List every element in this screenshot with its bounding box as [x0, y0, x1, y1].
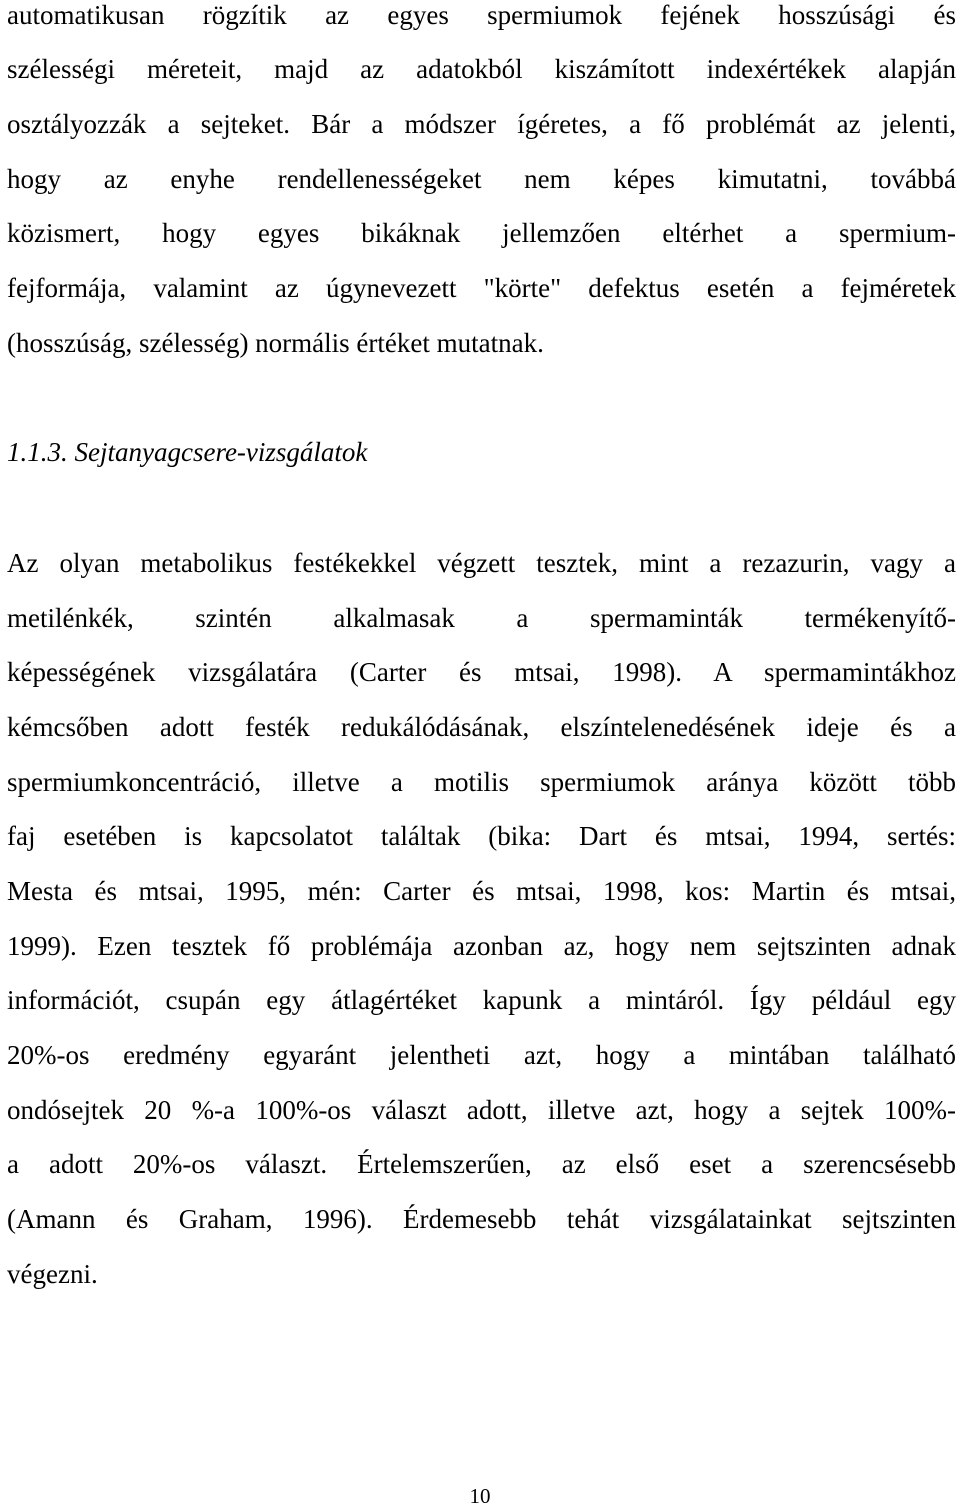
text-line: kémcsőben adott festék redukálódásának, elszíntelenedésének ideje és a — [7, 712, 956, 742]
text-line: ondósejtek 20 %-a 100%-os választ adott, illetve azt, hogy a sejtek 100%- — [7, 1095, 956, 1125]
text-line: képességének vizsgálatára (Carter és mtsai, 1998). A spermamintákhoz — [7, 657, 956, 687]
text-line: a adott 20%-os választ. Értelemszerűen, az első eset a szerencsésebb — [7, 1149, 956, 1179]
text-line: osztályozzák a sejteket. Bár a módszer ígéretes, a fő problémát az jelenti, — [7, 109, 956, 139]
text-line: végezni. — [7, 1259, 98, 1289]
text-line: közismert, hogy egyes bikáknak jellemzően eltérhet a spermium- — [7, 218, 956, 248]
text-line: automatikusan rögzítik az egyes spermiumok fejének hosszúsági és — [7, 0, 956, 30]
section-heading: 1.1.3. Sejtanyagcsere-vizsgálatok — [7, 437, 368, 467]
text-line: (Amann és Graham, 1996). Érdemesebb tehát vizsgálatainkat sejtszinten — [7, 1204, 956, 1234]
page-number: 10 — [469, 1484, 491, 1508]
text-line: információt, csupán egy átlagértéket kapunk a mintáról. Így például egy — [7, 985, 956, 1015]
text-line: 1999). Ezen tesztek fő problémája azonban az, hogy nem sejtszinten adnak — [7, 931, 956, 961]
text-line: metilénkék, szintén alkalmasak a spermaminták termékenyítő- — [7, 603, 956, 633]
text-line: 20%-os eredmény egyaránt jelentheti azt, hogy a mintában található — [7, 1040, 956, 1070]
text-line: (hosszúság, szélesség) normális értéket mutatnak. — [7, 328, 544, 358]
text-line: Mesta és mtsai, 1995, mén: Carter és mtsai, 1998, kos: Martin és mtsai, — [7, 876, 956, 906]
text-line: Az olyan metabolikus festékekkel végzett tesztek, mint a rezazurin, vagy a — [7, 548, 956, 578]
text-line: szélességi méreteit, majd az adatokból kiszámított indexértékek alapján — [7, 54, 956, 84]
text-line: fejformája, valamint az úgynevezett "körte" defektus esetén a fejméretek — [7, 273, 956, 303]
text-line: spermiumkoncentráció, illetve a motilis spermiumok aránya között több — [7, 767, 956, 797]
text-line: faj esetében is kapcsolatot találtak (bika: Dart és mtsai, 1994, sertés: — [7, 821, 956, 851]
text-line: hogy az enyhe rendellenességeket nem képes kimutatni, továbbá — [7, 164, 956, 194]
